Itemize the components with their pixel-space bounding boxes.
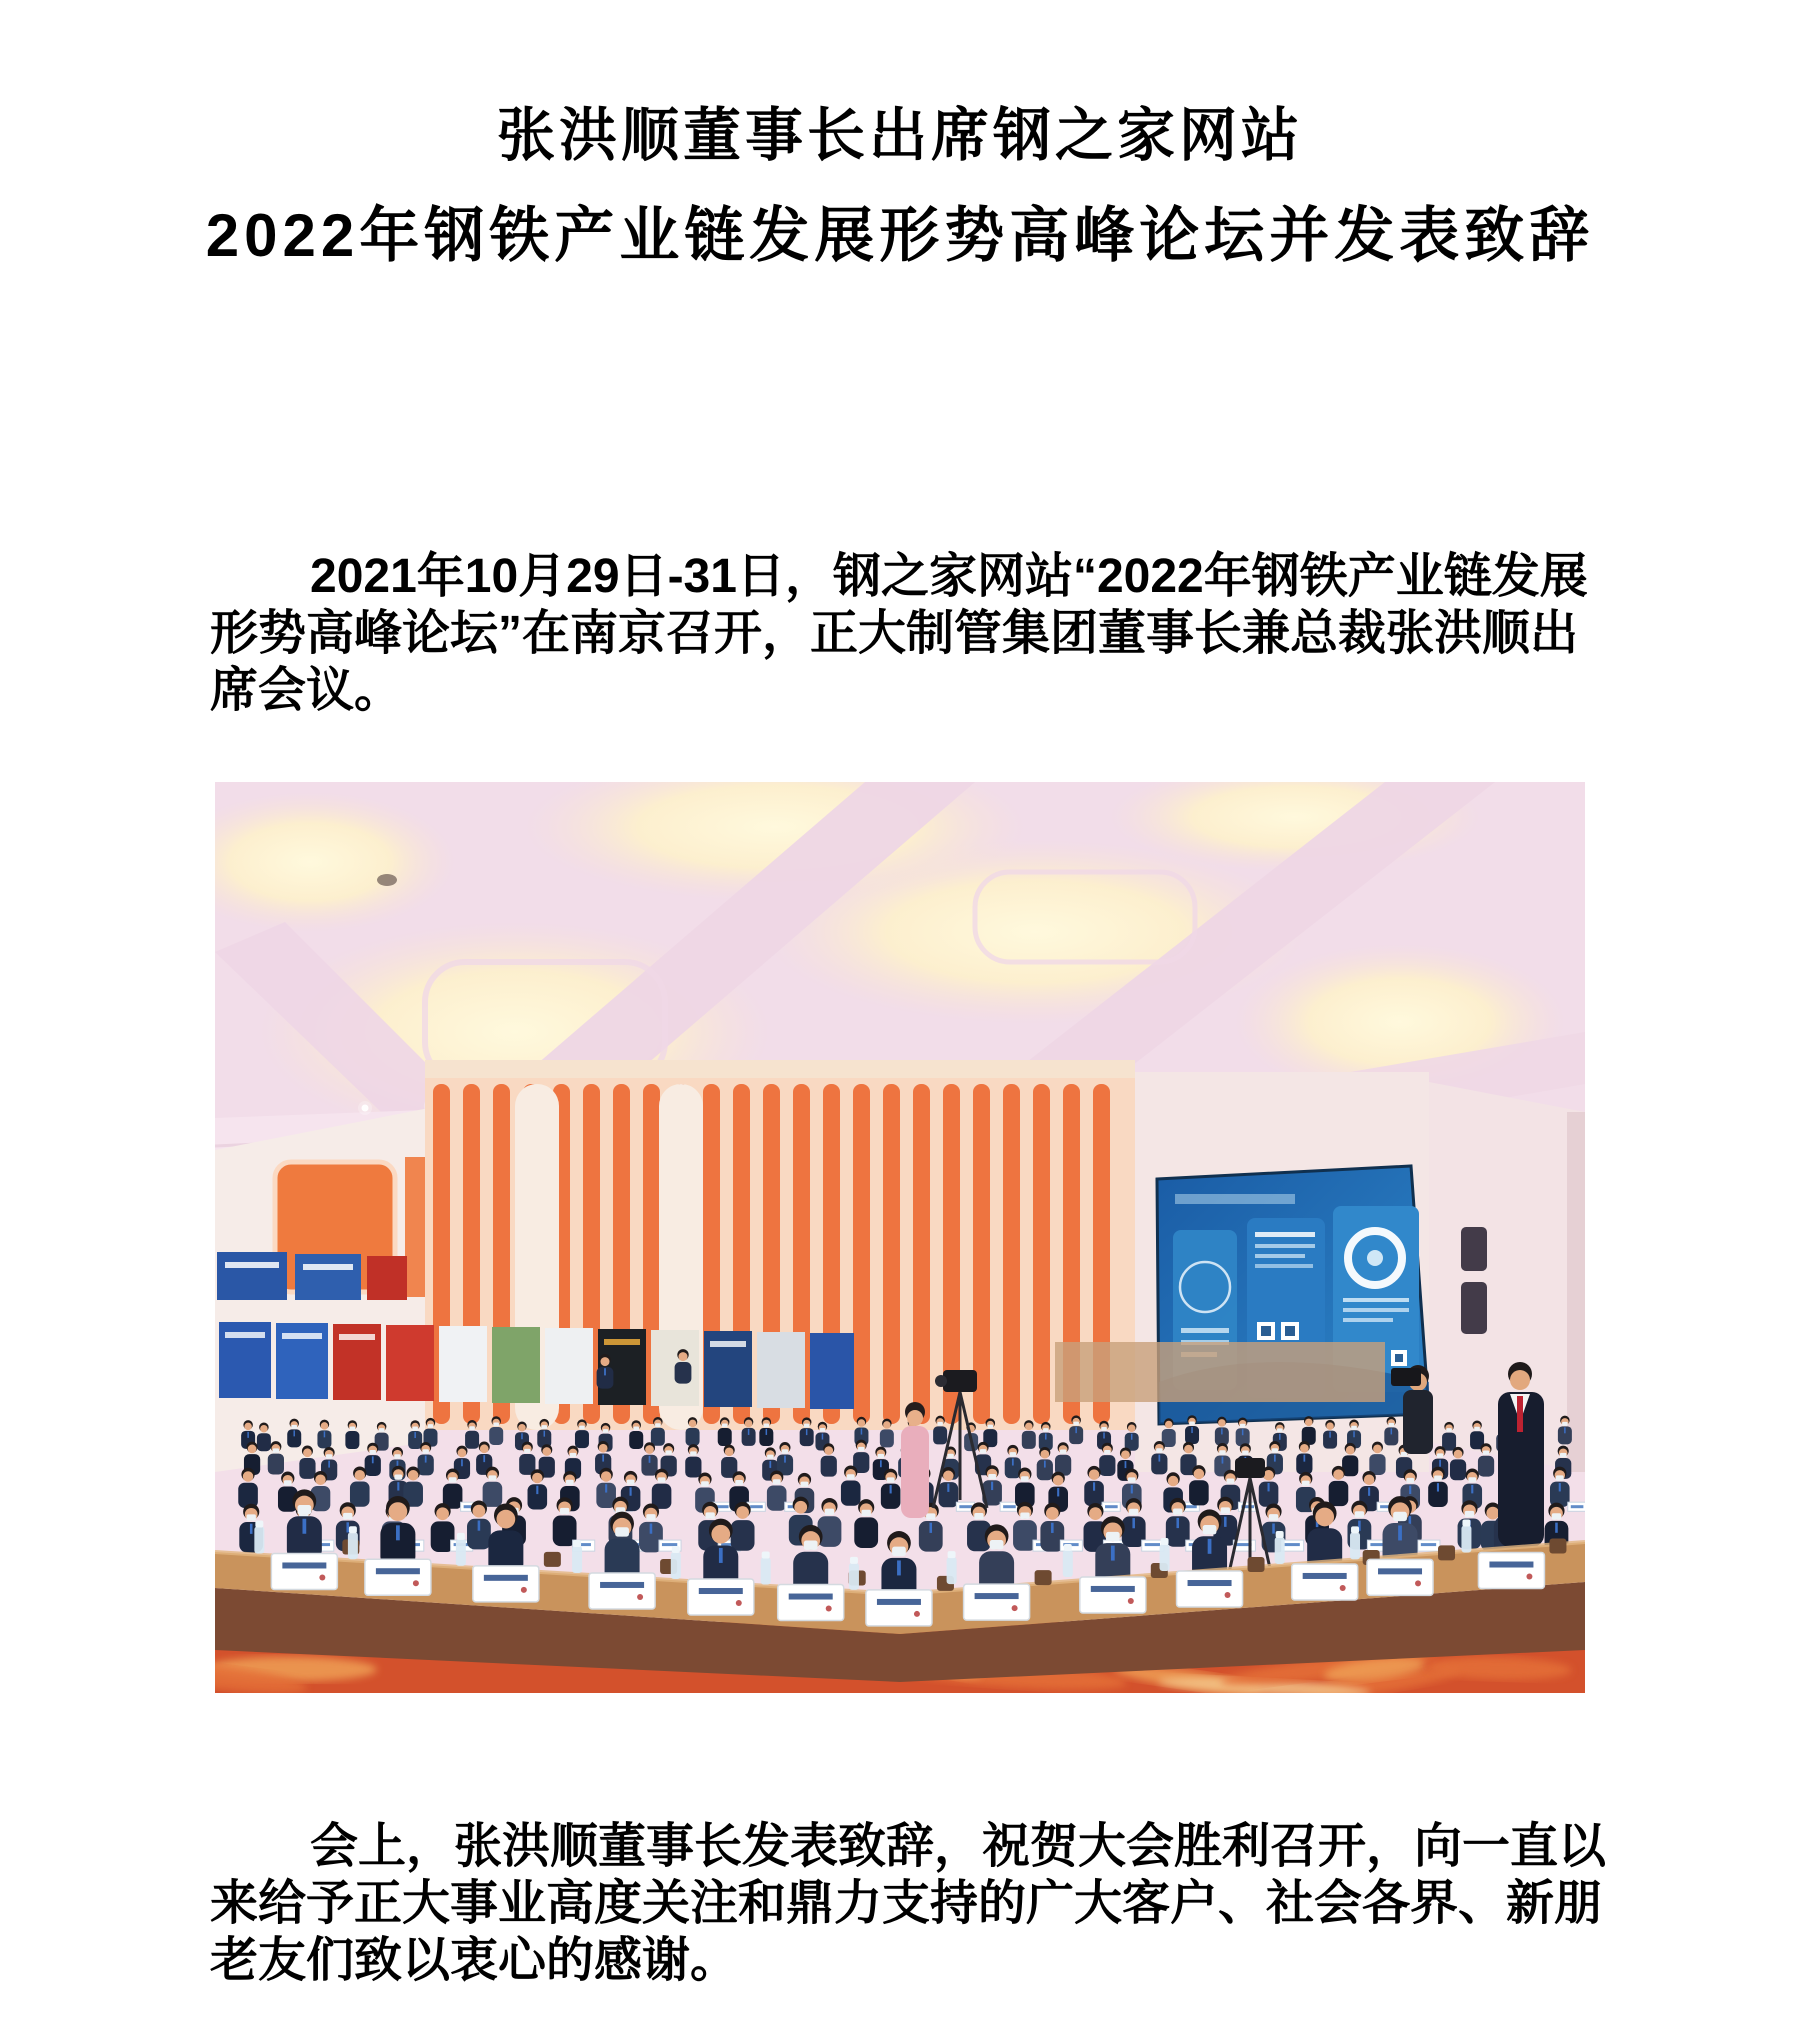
article-title-line1: 张洪顺董事长出席钢之家网站 (496, 103, 1303, 168)
paragraph-2-line: 来给予正大事业高度关注和鼎力支持的广大客户、社会各界、新朋 (210, 1877, 1603, 1930)
article-title (0, 0, 1800, 268)
paragraph-1-line: 2021年10月29日-31日，钢之家网站“2022年钢铁产业链发展 (310, 550, 1588, 603)
paragraph-2-line: 会上，张洪顺董事长发表致辞，祝贺大会胜利召开，向一直以 (310, 1820, 1607, 1873)
paragraph-2-line: 老友们致以衷心的感谢。 (210, 1934, 739, 1987)
paragraph-2 (210, 1818, 1607, 1989)
article-body (210, 548, 1607, 1989)
paragraph-1 (210, 548, 1590, 719)
paragraph-1-line: 席会议。 (210, 664, 403, 717)
conference-photo-illustration (215, 782, 1585, 1693)
paragraph-1-line: 形势高峰论坛”在南京召开，正大制管集团董事长兼总裁张洪顺出 (210, 607, 1579, 660)
article-title-line2: 2022年钢铁产业链发展形势高峰论坛并发表致辞 (205, 202, 1595, 269)
conference-photo (215, 782, 1585, 1693)
